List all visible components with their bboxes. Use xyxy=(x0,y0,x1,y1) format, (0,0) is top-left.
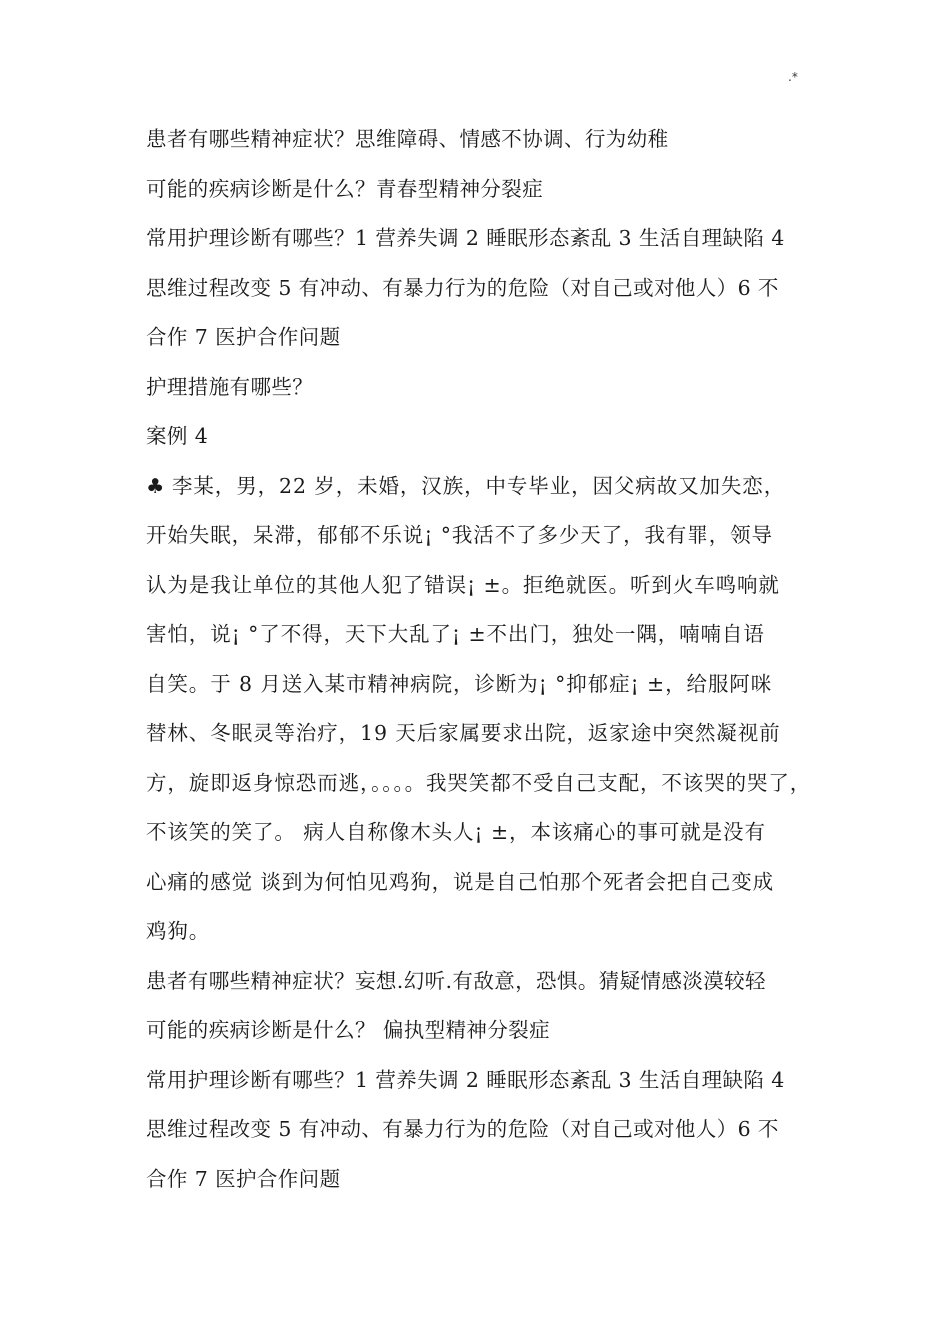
case-line-7: 方，旋即返身惊恐而逃，。。。。我哭笑都不受自己支配，不该哭的哭了， xyxy=(146,770,812,795)
nursing-diagnosis-1-line-1: 常用护理诊断有哪些？1 营养失调 2 睡眠形态紊乱 3 生活自理缺陷 4 xyxy=(146,226,785,250)
question-symptoms-2: 患者有哪些精神症状？妄想.幻听.有敌意，恐惧。猜疑情感淡漠较轻 xyxy=(146,968,766,993)
nursing-diagnosis-1-line-3: 合作 7 医护合作问题 xyxy=(146,325,341,349)
case-line-10: 鸡狗。 xyxy=(146,919,211,943)
nursing-diagnosis-1-line-2: 思维过程改变 5 有冲动、有暴力行为的危险（对自己或对他人）6 不 xyxy=(146,275,779,300)
case-line-6: 替林、冬眠灵等治疗，19 天后家属要求出院，返家途中突然凝视前 xyxy=(146,721,781,745)
case-line-5: 自笑。于 8 月送入某市精神病院，诊断为¡ °抑郁症¡ ±，给服阿咪 xyxy=(146,671,773,696)
nursing-diagnosis-2-line-1: 常用护理诊断有哪些？1 营养失调 2 睡眠形态紊乱 3 生活自理缺陷 4 xyxy=(146,1067,785,1092)
nursing-diagnosis-2-line-2: 思维过程改变 5 有冲动、有暴力行为的危险（对自己或对他人）6 不 xyxy=(146,1117,779,1141)
case-line-3: 认为是我让单位的其他人犯了错误¡ ±。拒绝就医。听到火车鸣响就 xyxy=(146,572,780,597)
club-bullet-icon: ♣ xyxy=(146,473,166,498)
case-line-8: 不该笑的笑了。 病人自称像木头人¡ ±，本该痛心的事可就是没有 xyxy=(146,820,766,844)
case-description xyxy=(146,462,811,957)
nursing-diagnosis-2-line-3: 合作 7 医护合作问题 xyxy=(146,1166,341,1191)
question-diagnosis-2: 可能的疾病诊断是什么？ 偏执型精神分裂症 xyxy=(146,1018,551,1042)
case-line-1 xyxy=(146,462,811,512)
case-line-1-text: 李某，男，22 岁，未婚，汉族，中专毕业，因父病故又加失恋， xyxy=(172,473,786,498)
question-diagnosis-1: 可能的疾病诊断是什么？青春型精神分裂症 xyxy=(146,176,544,201)
case-line-2: 开始失眠，呆滞，郁郁不乐说¡ °我活不了多少天了，我有罪，领导 xyxy=(146,523,773,547)
case-heading: 案例 4 xyxy=(146,424,209,448)
question-symptoms-1: 患者有哪些精神症状？思维障碍、情感不协调、行为幼稚 xyxy=(146,127,669,151)
document-body xyxy=(146,115,811,1204)
header-mark: .* xyxy=(788,70,798,84)
case-line-9: 心痛的感觉 谈到为何怕见鸡狗，说是自己怕那个死者会把自己变成 xyxy=(146,869,775,894)
case-line-4: 害怕，说¡ °了不得，天下大乱了¡ ±不出门，独处一隅，喃喃自语 xyxy=(146,622,765,646)
question-measures: 护理措施有哪些？ xyxy=(146,374,314,399)
